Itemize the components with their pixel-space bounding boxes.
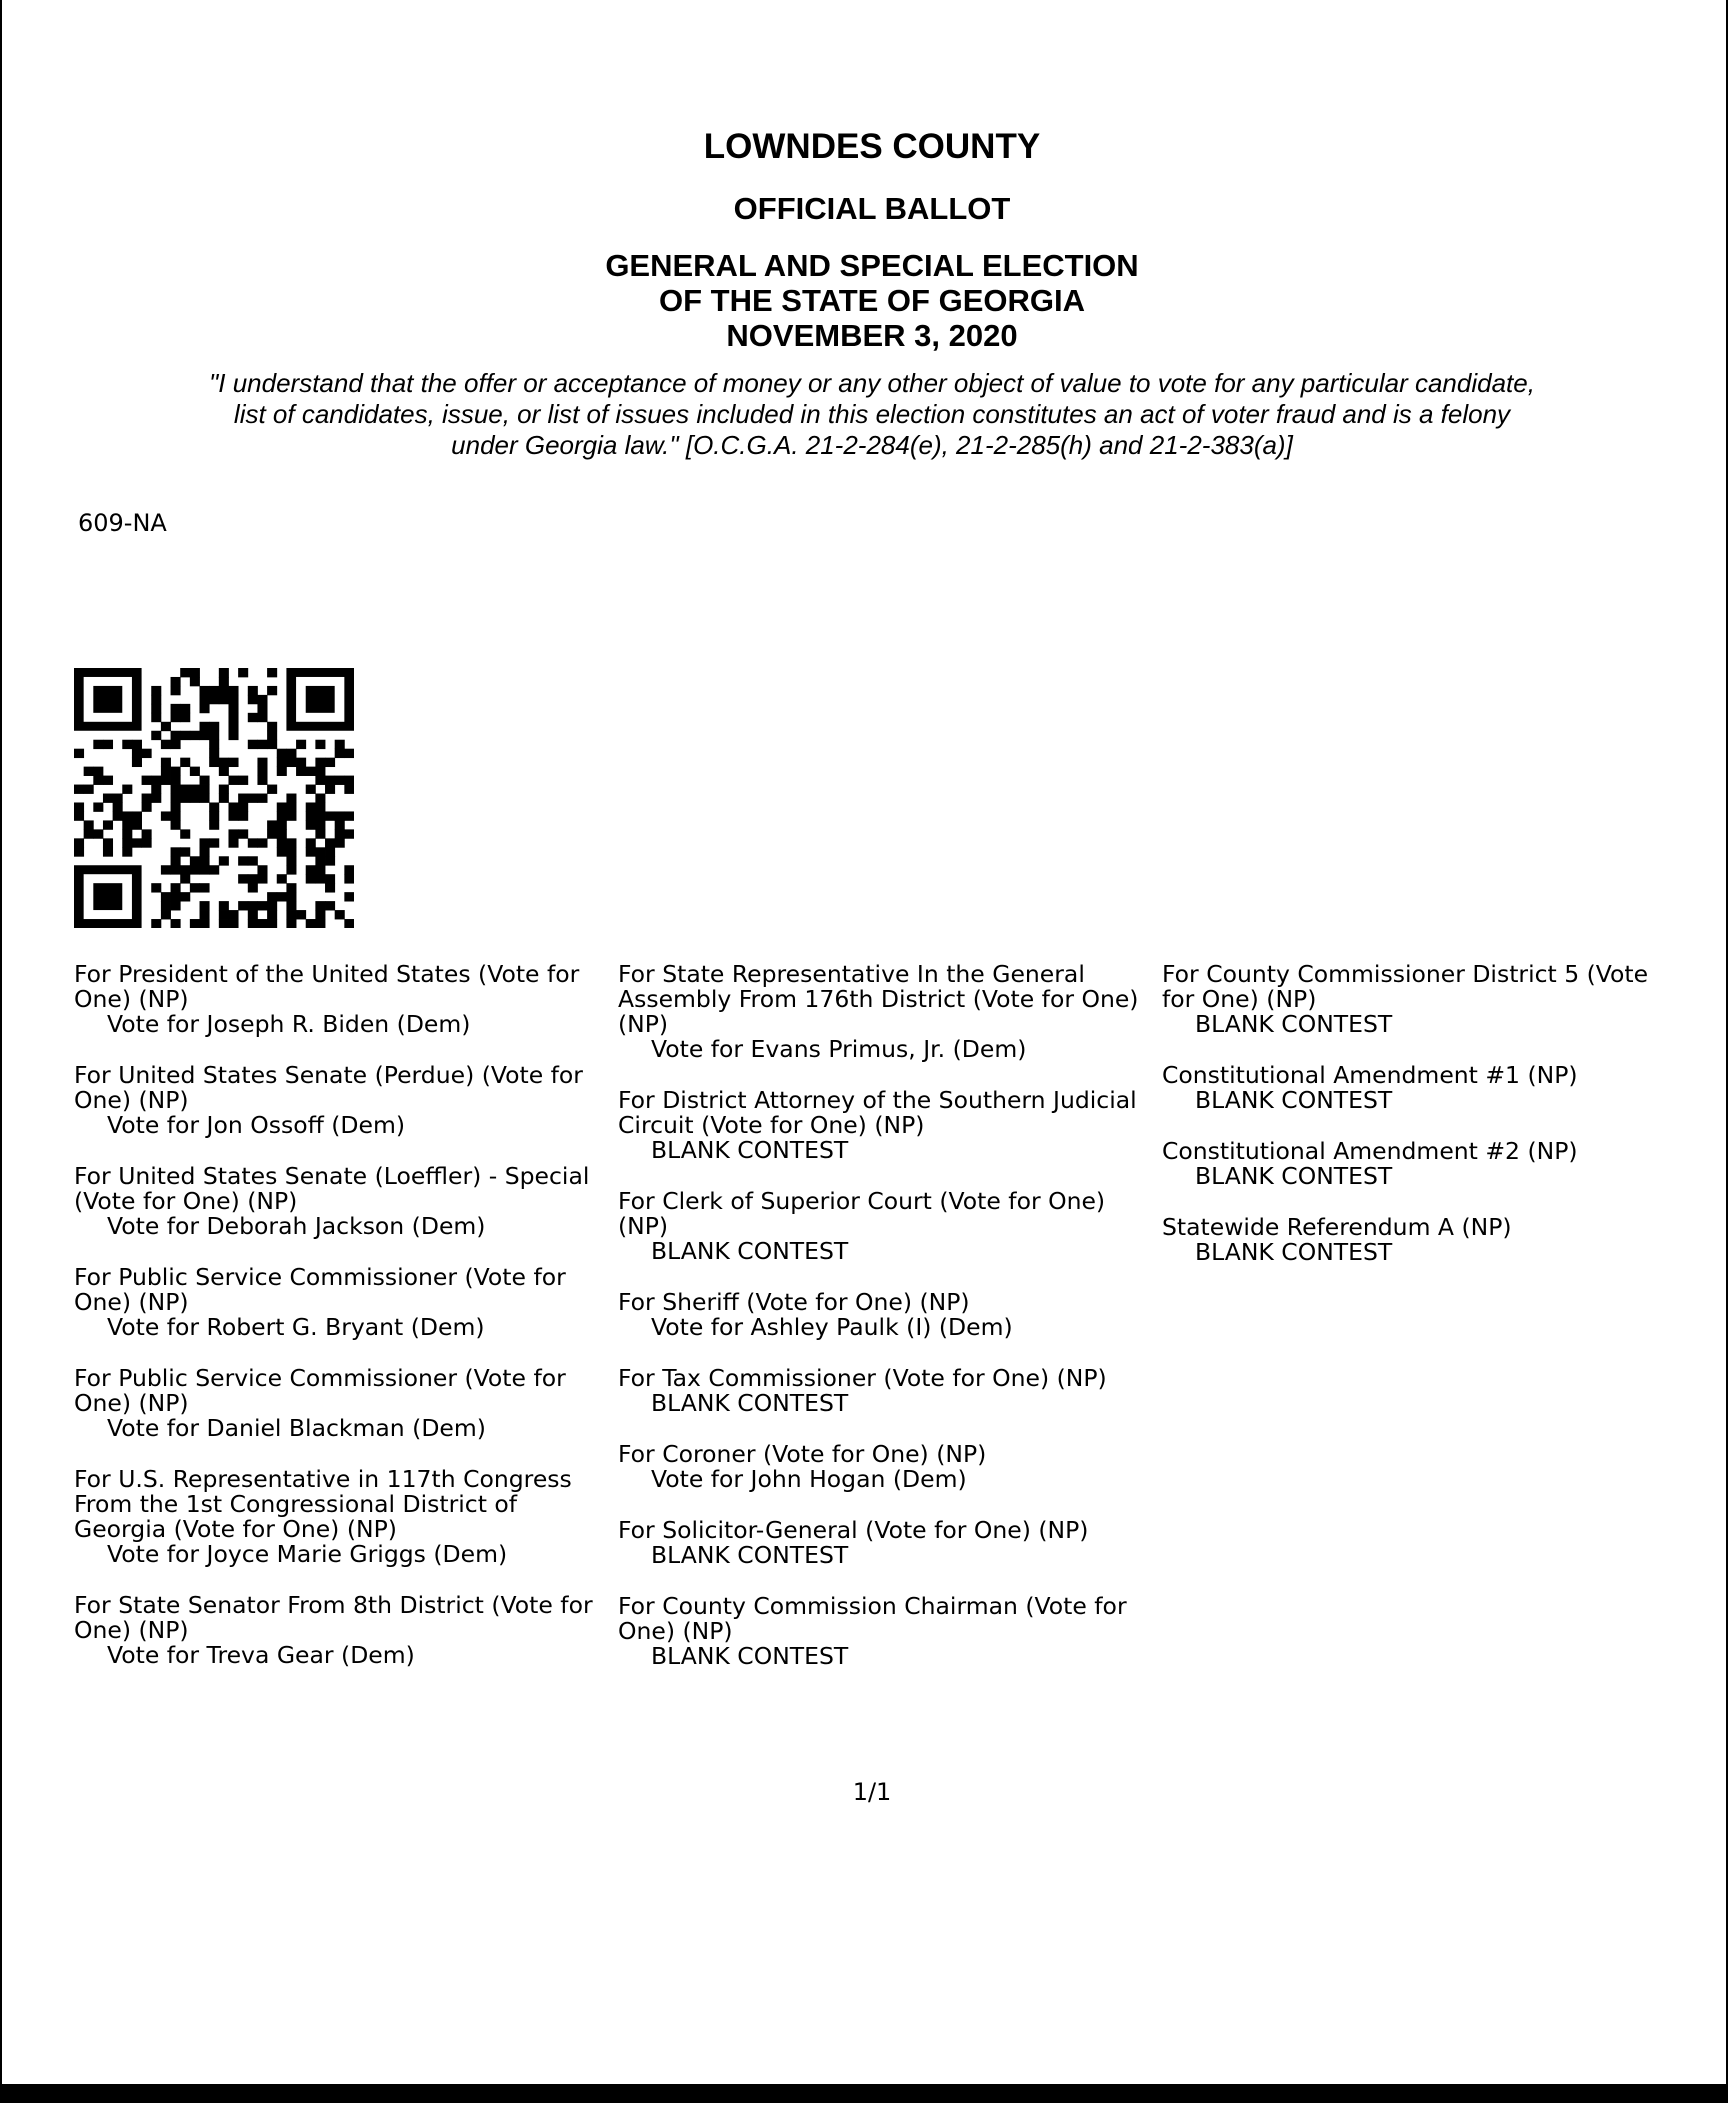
county-title: LOWNDES COUNTY: [703, 127, 1041, 166]
contest-choice: Vote for Daniel Blackman (Dem): [107, 1414, 486, 1442]
contest-item: [74, 1593, 614, 1668]
contest-item: [74, 1063, 614, 1138]
contest-choice: BLANK CONTEST: [1195, 1086, 1393, 1114]
contest-item: [1162, 1215, 1686, 1265]
page-edge-bottom: [0, 2084, 1728, 2103]
contest-choice: BLANK CONTEST: [1195, 1162, 1393, 1190]
page-number: 1/1: [852, 1778, 892, 1806]
contest-item: [74, 1366, 614, 1441]
oath-line-1: "I understand that the offer or acceptance of money or any other object of value to vote for any particular candidate,: [209, 368, 1535, 398]
contest-item: [618, 1366, 1158, 1416]
contest-item: [618, 1518, 1158, 1568]
contest-column-2: [618, 962, 1158, 1695]
contest-choice: BLANK CONTEST: [651, 1237, 849, 1265]
contest-item: [618, 1290, 1158, 1340]
contest-title: For District Attorney of the Southern Judicial Circuit (Vote for One) (NP): [618, 1086, 1137, 1139]
contest-column-3: [1162, 962, 1686, 1291]
election-title: [0, 248, 1728, 353]
contest-item: [1162, 962, 1686, 1037]
contest-choice: BLANK CONTEST: [651, 1541, 849, 1569]
contest-choice: Vote for Deborah Jackson (Dem): [107, 1212, 486, 1240]
contest-item: [74, 962, 614, 1037]
oath-line-3: under Georgia law." [O.C.G.A. 21-2-284(e), 21-2-285(h) and 21-2-383(a)]: [451, 430, 1293, 460]
contest-title: Constitutional Amendment #1 (NP): [1162, 1061, 1578, 1089]
contest-choice: Vote for Robert G. Bryant (Dem): [107, 1313, 485, 1341]
contest-choice: Vote for Ashley Paulk (I) (Dem): [651, 1313, 1013, 1341]
contest-choice: Vote for Treva Gear (Dem): [107, 1641, 415, 1669]
election-line-1: GENERAL AND SPECIAL ELECTION: [605, 248, 1139, 283]
ballot-header: [0, 126, 1728, 353]
contest-title: For State Representative In the General Assembly From 176th District (Vote for One) (NP): [618, 960, 1139, 1038]
contest-title: For Tax Commissioner (Vote for One) (NP): [618, 1364, 1107, 1392]
contest-item: [618, 1594, 1158, 1669]
contest-title: Constitutional Amendment #2 (NP): [1162, 1137, 1578, 1165]
contest-title: For Clerk of Superior Court (Vote for One) (NP): [618, 1187, 1106, 1240]
contest-choice: Vote for Evans Primus, Jr. (Dem): [651, 1035, 1027, 1063]
contest-title: For United States Senate (Perdue) (Vote for One) (NP): [74, 1061, 583, 1114]
qr-code-icon: [74, 668, 354, 928]
contest-item: [618, 1088, 1158, 1163]
contest-choice: BLANK CONTEST: [651, 1136, 849, 1164]
contest-choice: BLANK CONTEST: [1195, 1238, 1393, 1266]
contest-choice: Vote for John Hogan (Dem): [651, 1465, 967, 1493]
contest-title: For Sheriff (Vote for One) (NP): [618, 1288, 970, 1316]
contest-choice: BLANK CONTEST: [651, 1389, 849, 1417]
contest-title: For State Senator From 8th District (Vote for One) (NP): [74, 1591, 593, 1644]
contest-title: For County Commissioner District 5 (Vote for One) (NP): [1162, 960, 1649, 1013]
contest-columns: [74, 962, 1686, 1682]
contest-item: [1162, 1063, 1686, 1113]
contest-column-1: [74, 962, 614, 1694]
contest-item: [74, 1467, 614, 1567]
contest-title: For County Commission Chairman (Vote for One) (NP): [618, 1592, 1127, 1645]
contest-title: For United States Senate (Loeffler) - Special (Vote for One) (NP): [74, 1162, 590, 1215]
contest-item: [74, 1164, 614, 1239]
contest-choice: Vote for Joseph R. Biden (Dem): [107, 1010, 471, 1038]
contest-title: For Public Service Commissioner (Vote for One) (NP): [74, 1364, 566, 1417]
election-date: NOVEMBER 3, 2020: [726, 318, 1018, 353]
contest-item: [618, 1189, 1158, 1264]
ballot-type-title: OFFICIAL BALLOT: [733, 191, 1011, 226]
oath-line-2: list of candidates, issue, or list of issues included in this election constitutes an act of voter fraud and is a felony: [233, 399, 1511, 429]
contest-item: [618, 962, 1158, 1062]
contest-title: For U.S. Representative in 117th Congress From the 1st Congressional District of Georgia (Vote for One) (NP): [74, 1465, 572, 1543]
contest-choice: Vote for Joyce Marie Griggs (Dem): [107, 1540, 508, 1568]
contest-title: For Public Service Commissioner (Vote for One) (NP): [74, 1263, 566, 1316]
contest-title: For Solicitor-General (Vote for One) (NP): [618, 1516, 1089, 1544]
contest-choice: Vote for Jon Ossoff (Dem): [107, 1111, 406, 1139]
contest-choice: BLANK CONTEST: [651, 1642, 849, 1670]
contest-item: [74, 1265, 614, 1340]
voter-fraud-oath: [0, 368, 1728, 461]
contest-choice: BLANK CONTEST: [1195, 1010, 1393, 1038]
ballot-style-id: 609-NA: [78, 509, 167, 537]
contest-title: For President of the United States (Vote for One) (NP): [74, 960, 580, 1013]
contest-title: Statewide Referendum A (NP): [1162, 1213, 1512, 1241]
contest-item: [1162, 1139, 1686, 1189]
election-line-2: OF THE STATE OF GEORGIA: [659, 283, 1085, 318]
contest-title: For Coroner (Vote for One) (NP): [618, 1440, 987, 1468]
contest-item: [618, 1442, 1158, 1492]
